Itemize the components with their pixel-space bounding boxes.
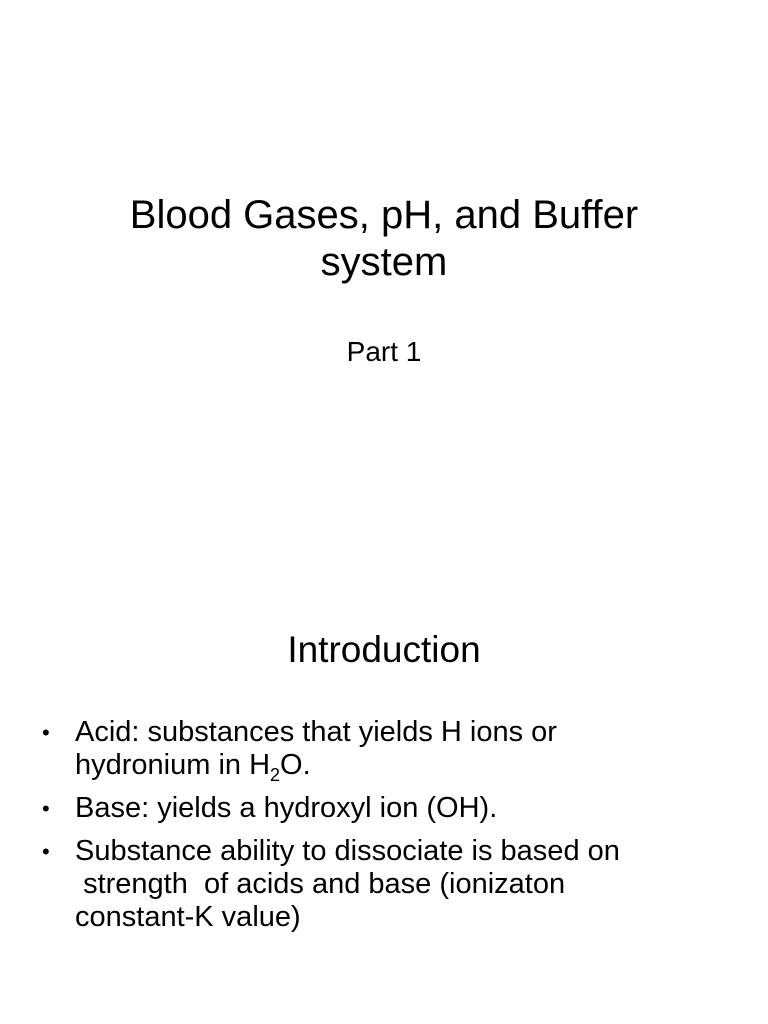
bullet-acid (40, 716, 740, 785)
bullet-dot-icon: • (42, 796, 50, 821)
bullet-acid-line-1: Acid: substances that yields H ions or (75, 716, 557, 748)
bullet-dissociation-line-1: Substance ability to dissociate is based on (75, 835, 620, 867)
bullet-acid-line-2-suffix: O. (280, 749, 311, 781)
bullet-dot-icon: • (42, 839, 50, 864)
bullet-base (40, 792, 740, 825)
slide-2 (0, 512, 768, 1024)
bullet-base-text: Base: yields a hydroxyl ion (OH). (75, 792, 498, 824)
bullet-dissociation-line-3: constant-K value) (75, 901, 301, 933)
bullet-dissociation-line-2: strength of acids and base (ionizaton (75, 868, 566, 900)
bullet-acid-line-2-prefix: hydronium in H (75, 749, 271, 781)
slide-2-title: Introduction (287, 629, 481, 670)
slide-1-title-line-2: system (320, 240, 448, 284)
bullet-acid-subscript: 2 (270, 764, 281, 785)
slide-1-title (40, 192, 728, 286)
slide-1-title-line-1: Blood Gases, pH, and Buffer (129, 193, 639, 237)
bullet-dot-icon: • (42, 720, 50, 745)
bullet-list (40, 716, 740, 944)
bullet-dissociation (40, 835, 740, 934)
slide-1-subtitle: Part 1 (346, 336, 422, 367)
